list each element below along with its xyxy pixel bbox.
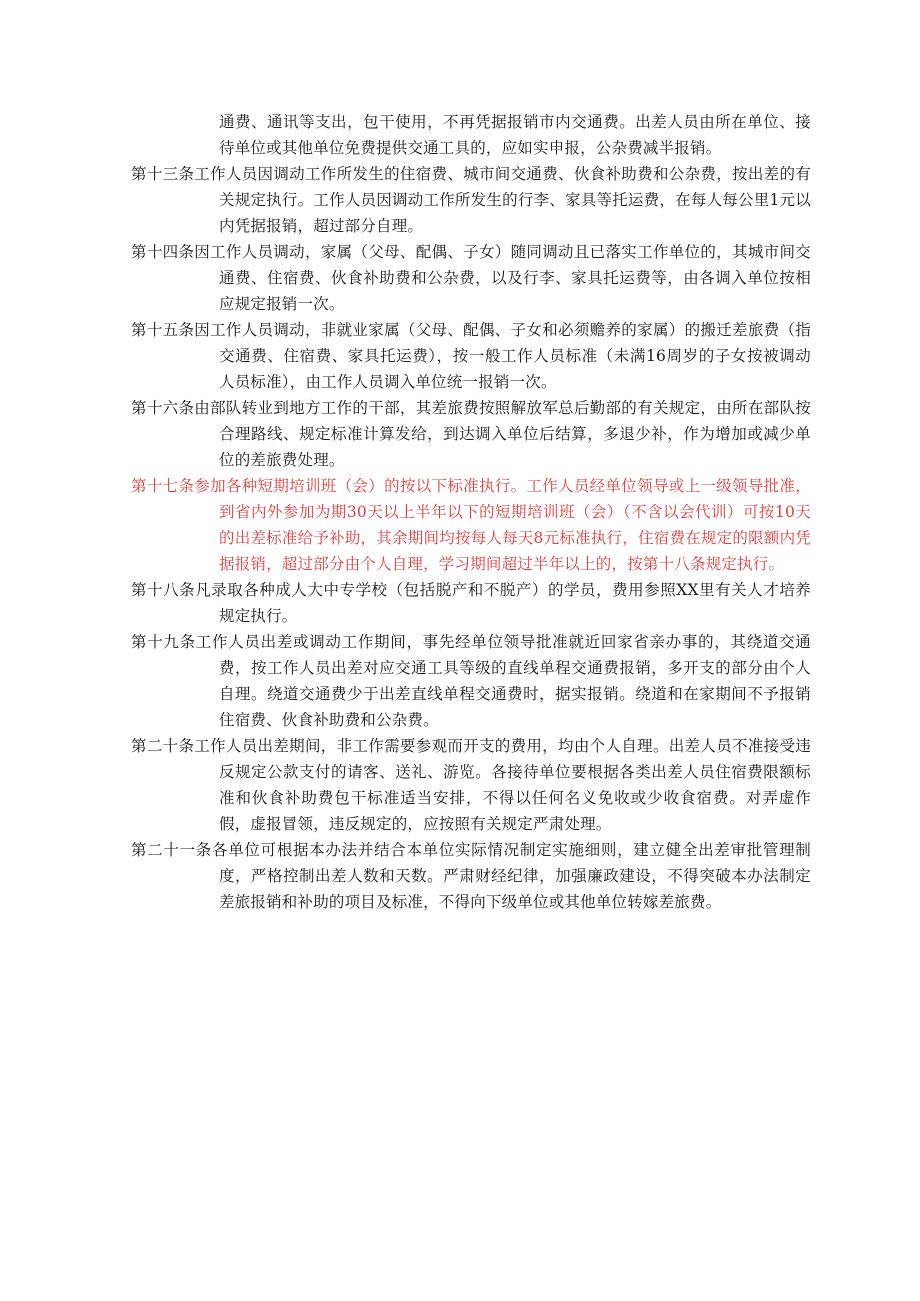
document-body: [131, 109, 811, 915]
article-13: 第十三条工作人员因调动工作所发生的住宿费、城市间交通费、伙食补助费和公杂费，按出差的有关规定执行。工作人员因调动工作所发生的行李、家具等托运费，在每人每公里1元以内凭据报销，超过部分自理。: [131, 165, 811, 235]
paragraph-continuation: 通费、通讯等支出，包干使用，不再凭据报销市内交通费。出差人员由所在单位、接待单位或其他单位免费提供交通工具的，应如实申报，公杂费减半报销。: [219, 113, 811, 157]
article-17: 第十七条参加各种短期培训班（会）的按以下标准执行。工作人员经单位领导或上一级领导批准，到省内外参加为期30天以上半年以下的短期培训班（会）（不含以会代训）可按10天的出差标准给予补助，其余期间均按每人每天8元标准执行，住宿费在规定的限额内凭据报销，超过部分由个人自理，学习期间超过半年以上的，按第十八条规定执行。: [131, 477, 811, 573]
article-21: 第二十一条各单位可根据本办法并结合本单位实际情况制定实施细则，建立健全出差审批管理制度，严格控制出差人数和天数。严肃财经纪律，加强廉政建设，不得突破本办法制定差旅报销和补助的项目及标准，不得向下级单位或其他单位转嫁差旅费。: [131, 841, 811, 911]
article-19: 第十九条工作人员出差或调动工作期间，事先经单位领导批准就近回家省亲办事的，其绕道交通费，按工作人员出差对应交通工具等级的直线单程交通费报销，多开支的部分由个人自理。绕道交通费少于出差直线单程交通费时，据实报销。绕道和在家期间不予报销住宿费、伙食补助费和公杂费。: [131, 633, 811, 729]
article-18: 第十八条凡录取各种成人大中专学校（包括脱产和不脱产）的学员，费用参照XX里有关人才培养规定执行。: [131, 581, 811, 625]
article-15: 第十五条因工作人员调动，非就业家属（父母、配偶、子女和必须赡养的家属）的搬迁差旅费（指交通费、住宿费、家具托运费），按一般工作人员标准（未满16周岁的子女按被调动人员标准），由工作人员调入单位统一报销一次。: [131, 321, 811, 391]
article-16: 第十六条由部队转业到地方工作的干部，其差旅费按照解放军总后勤部的有关规定，由所在部队按合理路线、规定标准计算发给，到达调入单位后结算，多退少补，作为增加或减少单位的差旅费处理。: [131, 399, 811, 469]
article-14: 第十四条因工作人员调动，家属（父母、配偶、子女）随同调动且已落实工作单位的，其城市间交通费、住宿费、伙食补助费和公杂费，以及行李、家具托运费等，由各调入单位按相应规定报销一次。: [131, 243, 811, 313]
article-20: 第二十条工作人员出差期间，非工作需要参观而开支的费用，均由个人自理。出差人员不准接受违反规定公款支付的请客、送礼、游览。各接待单位要根据各类出差人员住宿费限额标准和伙食补助费包干标准适当安排，不得以任何名义免收或少收食宿费。对弄虚作假，虚报冒领，违反规定的，应按照有关规定严肃处理。: [131, 737, 811, 833]
